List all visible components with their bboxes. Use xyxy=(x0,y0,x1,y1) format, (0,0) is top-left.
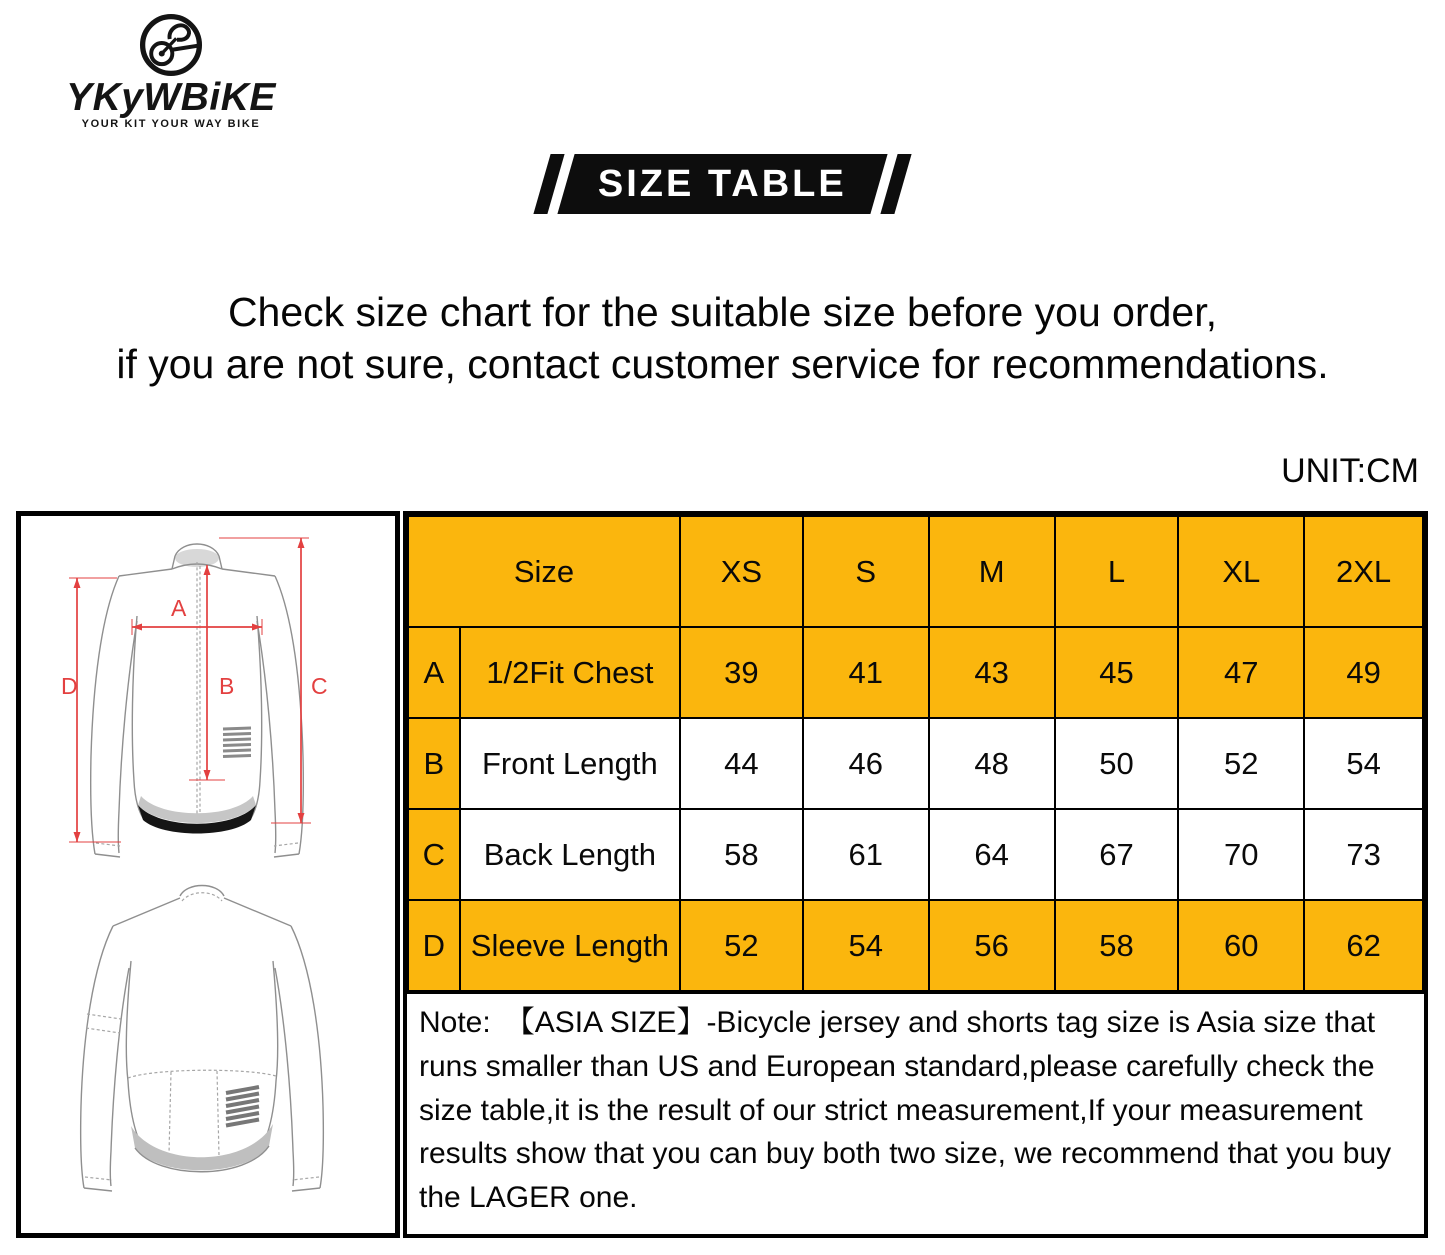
header-cell-l: L xyxy=(1055,516,1179,627)
header-cell-size: Size xyxy=(408,516,680,627)
measure-arrow-b xyxy=(189,565,234,780)
size-row-b xyxy=(408,718,1423,809)
size-cell: 54 xyxy=(1304,718,1423,809)
size-cell: 58 xyxy=(680,809,803,900)
brand-tagline: YOUR KIT YOUR WAY BIKE xyxy=(81,118,261,130)
row-key: A xyxy=(408,627,460,718)
size-cell: 41 xyxy=(803,627,929,718)
size-cell: 48 xyxy=(929,718,1055,809)
row-key: C xyxy=(408,809,460,900)
row-label: Front Length xyxy=(460,718,680,809)
banner-right-slash xyxy=(880,154,911,214)
size-cell: 62 xyxy=(1304,900,1423,991)
intro-line-2: if you are not sure, contact customer service for recommendations. xyxy=(116,341,1329,388)
size-table-panel xyxy=(403,511,1428,1238)
intro-text xyxy=(0,286,1445,391)
size-row-a xyxy=(408,627,1423,718)
jersey-back-drawing xyxy=(81,886,324,1192)
size-cell: 43 xyxy=(929,627,1055,718)
note-text xyxy=(407,992,1424,1234)
row-label: Sleeve Length xyxy=(460,900,680,991)
size-cell: 52 xyxy=(1178,718,1304,809)
row-key: D xyxy=(408,900,460,991)
size-cell: 60 xyxy=(1178,900,1304,991)
row-label: 1/2Fit Chest xyxy=(460,627,680,718)
size-cell: 52 xyxy=(680,900,803,991)
size-table-banner xyxy=(0,154,1445,214)
banner-body xyxy=(557,154,887,214)
size-cell: 39 xyxy=(680,627,803,718)
brand-logo xyxy=(52,12,290,130)
header-cell-s: S xyxy=(803,516,929,627)
size-cell: 56 xyxy=(929,900,1055,991)
banner-title: SIZE TABLE xyxy=(598,162,847,205)
size-table-header-row xyxy=(408,516,1423,627)
size-cell: 67 xyxy=(1055,809,1179,900)
header-cell-2xl: 2XL xyxy=(1304,516,1423,627)
arrow-label-d: D xyxy=(61,673,78,699)
unit-label: UNIT:CM xyxy=(1281,452,1419,490)
intro-line-1: Check size chart for the suitable size before you order, xyxy=(227,289,1218,335)
size-table xyxy=(407,515,1424,992)
brand-logo-icon xyxy=(138,12,204,78)
size-cell: 44 xyxy=(680,718,803,809)
header-cell-m: M xyxy=(929,516,1055,627)
size-row-d xyxy=(408,900,1423,991)
header-cell-xl: XL xyxy=(1178,516,1304,627)
brand-name: YKyWBiKE xyxy=(66,76,276,119)
size-cell: 61 xyxy=(803,809,929,900)
size-cell: 47 xyxy=(1178,627,1304,718)
jersey-diagram xyxy=(21,516,395,1233)
size-cell: 70 xyxy=(1178,809,1304,900)
arrow-label-b: B xyxy=(219,673,235,699)
arrow-label-c: C xyxy=(311,673,328,699)
size-cell: 50 xyxy=(1055,718,1179,809)
note-label: Note: xyxy=(419,1006,491,1039)
jersey-diagram-panel xyxy=(16,511,400,1238)
size-cell: 64 xyxy=(929,809,1055,900)
size-cell: 73 xyxy=(1304,809,1423,900)
jersey-front-drawing xyxy=(91,544,304,857)
header-cell-xs: XS xyxy=(680,516,803,627)
arrow-label-a: A xyxy=(171,595,187,621)
row-key: B xyxy=(408,718,460,809)
size-cell: 46 xyxy=(803,718,929,809)
size-row-c xyxy=(408,809,1423,900)
size-cell: 49 xyxy=(1304,627,1423,718)
size-cell: 58 xyxy=(1055,900,1179,991)
note-body: 【ASIA SIZE】-Bicycle jersey and shorts tag size is Asia size that runs smaller than US and European standard,please carefully check the size table,it is the result of our strict measurement,If your measurement results show that you can buy both two size, we recommend that you buy the LAGER one. xyxy=(419,1006,1392,1215)
size-cell: 45 xyxy=(1055,627,1179,718)
size-cell: 54 xyxy=(803,900,929,991)
row-label: Back Length xyxy=(460,809,680,900)
